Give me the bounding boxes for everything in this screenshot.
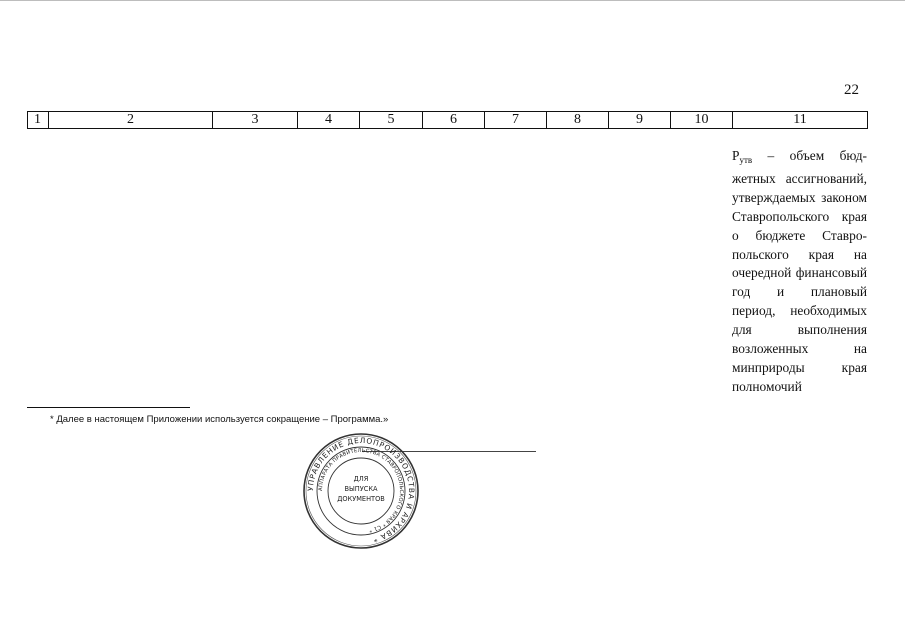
stamp-inner-ring-text: АППАРАТА ПРАВИТЕЛЬСТВА СТАВРОПОЛЬСКОГО КРАЯ * С1 * [317, 447, 405, 534]
column-number-cell: 6 [423, 112, 485, 129]
stamp-center-line: ДОКУМЕНТОВ [337, 495, 385, 503]
column-number-cell: 11 [733, 112, 868, 129]
top-edge-line [0, 0, 905, 1]
column-11-text [732, 147, 867, 397]
column-number-cell: 7 [485, 112, 547, 129]
table-header-row [28, 112, 868, 129]
column-number-cell: 2 [49, 112, 213, 129]
footnote: * Далее в настоящем Приложении используется сокращение – Программа.» [50, 414, 389, 425]
column-number-cell: 10 [671, 112, 733, 129]
column-number-cell: 3 [213, 112, 298, 129]
column-number-cell: 5 [360, 112, 423, 129]
variable-subscript: утв [739, 155, 753, 165]
official-stamp [301, 431, 421, 551]
column-number-cell: 1 [28, 112, 49, 129]
column-number-cell: 8 [547, 112, 609, 129]
variable-definition: – объем бюджетных ассигнований, утверждаемых законом Ставропольского края о бюджете Ставропольского края на очередной финансовый год и плановый период, необходимых для выполнения возложенных на минприроды края полномочий [732, 148, 867, 394]
stamp-center-line: ВЫПУСКА [344, 485, 378, 493]
footnote-divider [27, 407, 190, 408]
column-number-cell: 9 [609, 112, 671, 129]
column-number-table [27, 111, 868, 129]
stamp-outer-ring-text: УПРАВЛЕНИЕ ДЕЛОПРОИЗВОДСТВА И АРХИВА * [305, 435, 417, 545]
page-number: 22 [844, 82, 859, 98]
variable-symbol: P [732, 148, 740, 163]
column-number-cell: 4 [298, 112, 360, 129]
stamp-center-line: ДЛЯ [353, 475, 369, 483]
